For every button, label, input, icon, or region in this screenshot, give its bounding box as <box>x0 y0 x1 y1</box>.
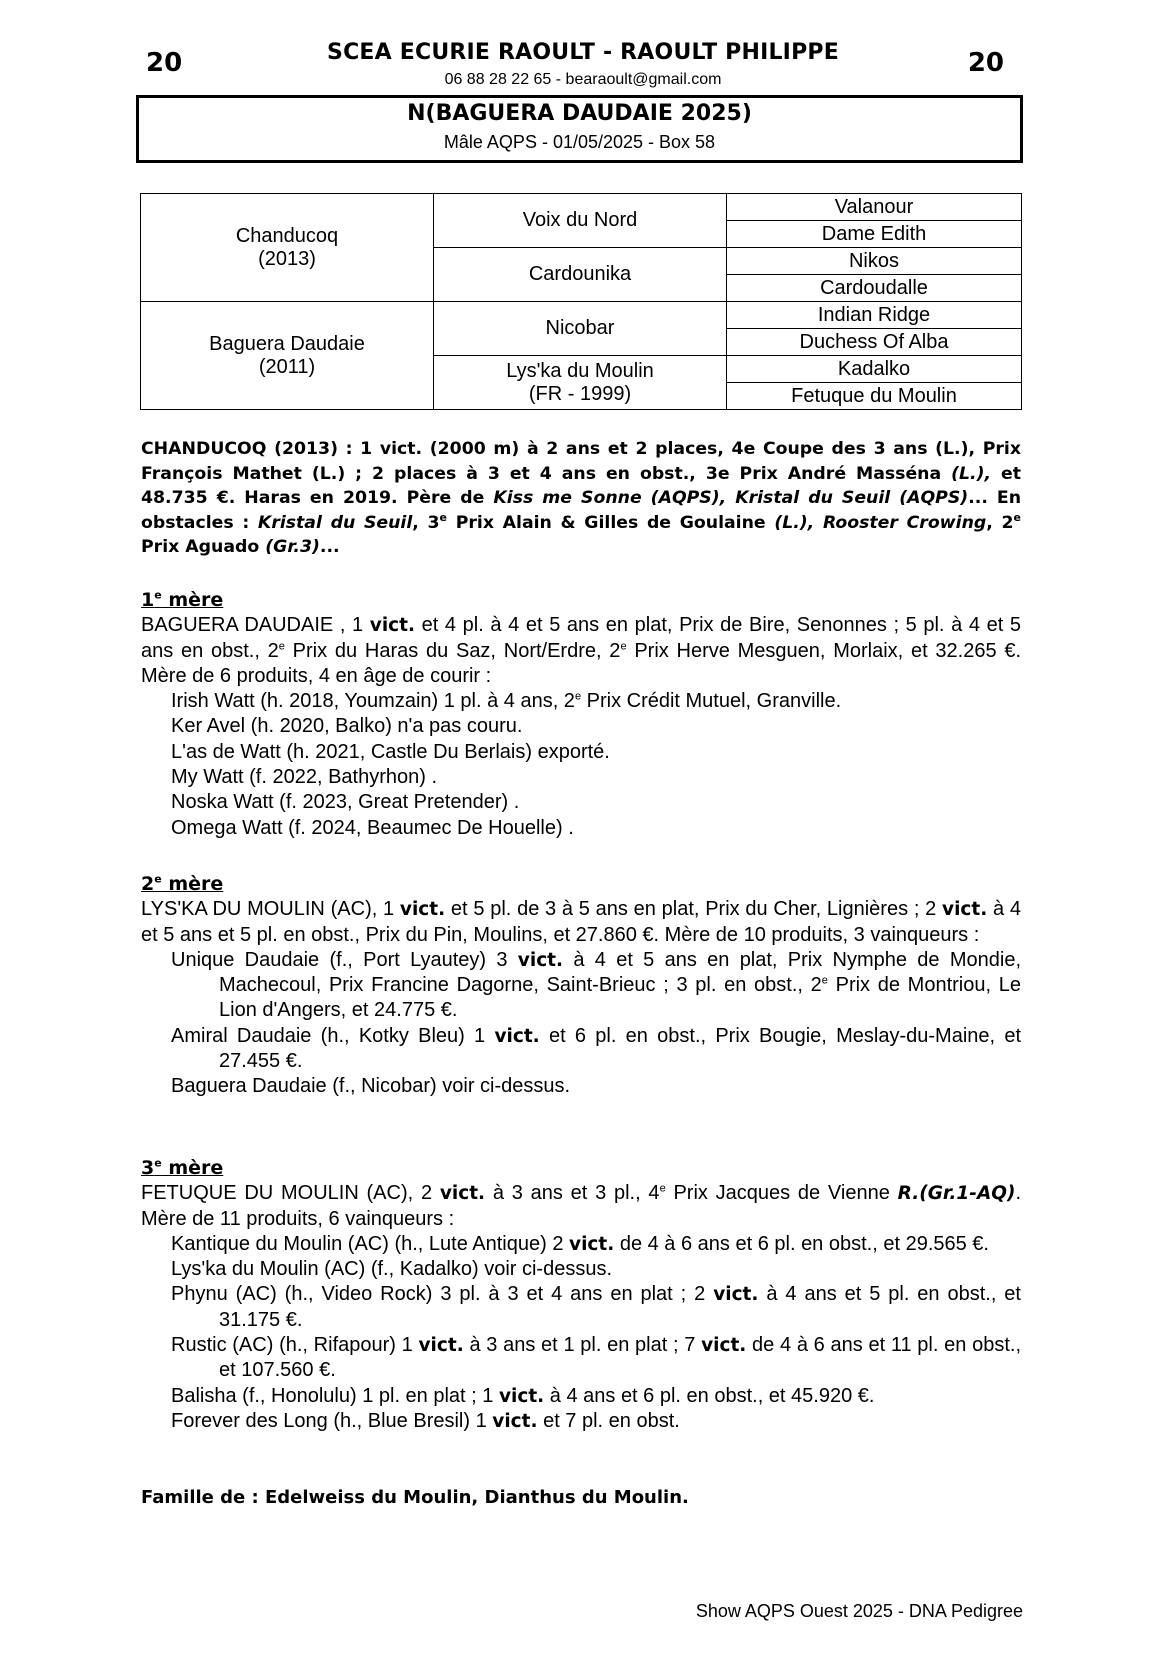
produce-entry <box>171 1384 1021 1409</box>
text-bold: vict. <box>399 899 446 921</box>
text-part: Amiral Daudaie (h., Kotky Bleu) 1 <box>171 1024 495 1047</box>
text-part: à 4 et 5 ans et 5 pl. en obst., Prix du Pin, Moulins, et 27.860 €. Mère de 10 produits, 3 vainqueurs : <box>141 898 1022 946</box>
dam-name: Baguera Daudaie <box>209 332 365 355</box>
produce-entry <box>171 948 1021 1024</box>
produce-entry: Omega Watt (f. 2024, Beaumec De Houelle) . <box>171 816 574 839</box>
text-sup: e <box>278 639 285 652</box>
heading-num: 3 <box>141 1157 155 1179</box>
text-part: et 4 pl. à 4 et 5 ans en plat, Prix de Bire, Senonnes ; 5 pl. à 4 et 5 ans en obst., 2 <box>141 614 1022 662</box>
text-part: Prix Crédit Mutuel, Granville. <box>581 690 842 713</box>
text-part: de 4 à 6 ans et 6 pl. en obst., et 29.565 €. <box>614 1232 989 1255</box>
produce-entry: Lys'ka du Moulin (AC) (f., Kadalko) voir ci-dessus. <box>171 1258 613 1281</box>
sire-description <box>141 437 1021 560</box>
text-sup: e <box>659 1182 666 1195</box>
text-part: et 6 pl. en obst., Prix Bougie, Meslay-du-Maine, et 27.455 €. <box>219 1024 1022 1073</box>
pedigree-dam-sire: Nicobar <box>434 302 727 356</box>
heading-label: mère <box>161 873 224 895</box>
first-dam-heading <box>141 588 1021 613</box>
text-part: Irish Watt (h. 2018, Youmzain) 1 pl. à 4 ans, 2 <box>171 690 575 713</box>
pedigree-gen3-cell: Fetuque du Moulin <box>727 383 1022 410</box>
sire-text-italic: (L.), <box>951 463 992 484</box>
dam-year: (2011) <box>258 355 316 378</box>
sire-text-part: ... En obstacles : <box>141 488 1022 533</box>
text-part: Kantique du Moulin (AC) (h., Lute Antique) 2 <box>171 1232 570 1255</box>
sire-text-part: CHANDUCOQ (2013) : 1 vict. (2000 m) à 2 ans et 2 places, 4e Coupe des 3 ans (L.), Prix François Mathet (L.) ; 2 places à 3 et 4 ans en obst., 3e Prix André Masséna <box>141 439 1021 484</box>
sire-name: Chanducoq <box>235 224 339 247</box>
family-line: Famille de : Edelweiss du Moulin, Dianthus du Moulin. <box>141 1487 689 1508</box>
text-bold: vict. <box>492 1410 538 1432</box>
pedigree-gen3-cell: Indian Ridge <box>727 302 1022 329</box>
produce-entry <box>171 1282 1021 1333</box>
text-part: LYS'KA DU MOULIN (AC), 1 <box>141 898 400 921</box>
text-part: Prix de Montriou, Le Lion d'Angers, et 24.775 €. <box>219 974 1021 1022</box>
produce-entry <box>171 689 1021 714</box>
text-sup: e <box>574 690 582 703</box>
text-part: BAGUERA DAUDAIE , 1 <box>141 614 370 637</box>
sire-text-part: Prix Alain & Gilles de Goulaine <box>447 512 775 533</box>
text-bold-italic: R.(Gr.1-AQ) <box>897 1183 1016 1205</box>
text-part: Balisha (f., Honolulu) 1 pl. en plat ; 1 <box>171 1384 499 1407</box>
horse-name: N(BAGUERA DAUDAIE 2025) <box>407 101 752 126</box>
sire-text-sup: e <box>439 510 448 524</box>
pedigree-sire <box>141 194 434 302</box>
third-dam-section <box>141 1156 1021 1434</box>
text-part: de 4 à 6 ans et 11 pl. en obst., et 107.560 €. <box>219 1334 1021 1382</box>
sire-text-part: Prix Aguado <box>141 537 266 557</box>
text-bold: vict. <box>569 1233 615 1255</box>
text-part: . Mère de 11 produits, 6 vainqueurs : <box>141 1182 1022 1230</box>
sire-text-italic: (Gr.3) <box>265 537 320 557</box>
pedigree-dam-dam <box>434 356 727 410</box>
page-footer: Show AQPS Ouest 2025 - DNA Pedigree <box>695 1601 1023 1621</box>
pedigree-gen3-cell: Dame Edith <box>727 221 1022 248</box>
pedigree-gen3-cell: Duchess Of Alba <box>727 329 1022 356</box>
text-part: à 4 ans et 5 pl. en obst., et 31.175 €. <box>219 1283 1021 1331</box>
heading-sup: e <box>154 588 162 602</box>
pedigree-gen3-cell: Kadalko <box>727 356 1022 383</box>
text-bold: vict. <box>713 1284 759 1306</box>
text-part: et 7 pl. en obst. <box>537 1409 680 1432</box>
heading-num: 2 <box>141 873 155 895</box>
text-part: Prix du Haras du Saz, Nort/Erdre, 2 <box>284 639 621 662</box>
text-bold: vict. <box>498 1385 545 1407</box>
produce-entry: L'as de Watt (h. 2021, Castle Du Berlais) exporté. <box>171 740 610 763</box>
sire-text-italic: Kristal du Seuil <box>257 512 413 533</box>
lot-number-right: 20 <box>967 48 1004 78</box>
dam-dam-name: Lys'ka du Moulin <box>506 359 654 382</box>
third-dam-heading <box>141 1156 1021 1181</box>
second-dam-section <box>141 872 1021 1100</box>
produce-entry <box>171 1409 1021 1434</box>
owner-name: SCEA ECURIE RAOULT - RAOULT PHILIPPE <box>327 40 839 65</box>
produce-entry <box>171 1232 1021 1257</box>
sire-text-part: , 3 <box>412 512 440 533</box>
text-bold: vict. <box>418 1335 464 1357</box>
text-part: à 4 et 5 ans en plat, Prix Nymphe de Mondie, Machecoul, Prix Francine Dagorne, Saint-Brieuc ; 3 pl. en obst., 2 <box>219 948 1022 997</box>
horse-info: Mâle AQPS - 01/05/2025 - Box 58 <box>443 132 716 152</box>
produce-entry <box>171 1024 1021 1075</box>
text-part: Forever des Long (h., Blue Bresil) 1 <box>171 1409 493 1432</box>
pedigree-sire-sire: Voix du Nord <box>434 194 727 248</box>
produce-entry: Ker Avel (h. 2020, Balko) n'a pas couru. <box>171 715 523 738</box>
heading-num: 1 <box>141 589 155 611</box>
pedigree-gen3-cell: Valanour <box>727 194 1022 221</box>
horse-title-box <box>136 95 1023 163</box>
sire-year: (2013) <box>258 247 316 270</box>
sire-text-sup: e <box>1013 510 1021 524</box>
produce-entry: Baguera Daudaie (f., Nicobar) voir ci-dessus. <box>171 1075 571 1098</box>
text-bold: vict. <box>942 899 988 921</box>
text-part: à 4 ans et 6 pl. en obst., et 45.920 €. <box>544 1384 875 1407</box>
heading-sup: e <box>154 1156 162 1170</box>
heading-label: mère <box>161 589 224 611</box>
dam-dam-year: (FR - 1999) <box>528 382 632 405</box>
text-sup: e <box>620 639 627 652</box>
pedigree-gen3-cell: Nikos <box>727 248 1022 275</box>
sire-text-part: ... <box>319 537 340 557</box>
text-part: à 3 ans et 3 pl., 4 <box>485 1182 660 1205</box>
text-bold: vict. <box>439 1183 486 1205</box>
text-sup: e <box>821 974 828 987</box>
text-bold: vict. <box>517 949 564 971</box>
pedigree-sire-dam: Cardounika <box>434 248 727 302</box>
text-part: et 5 pl. de 3 à 5 ans en plat, Prix du Cher, Lignières ; 2 <box>445 898 943 921</box>
heading-label: mère <box>161 1157 224 1179</box>
lot-number-left: 20 <box>146 48 183 78</box>
owner-contact: 06 88 28 22 65 - bearaoult@gmail.com <box>444 71 722 88</box>
sire-text-part: et 48.735 €. Haras en 2019. Père de <box>141 463 1021 508</box>
pedigree-table <box>140 193 1022 410</box>
first-dam-description <box>141 613 1021 689</box>
text-bold: vict. <box>701 1335 747 1357</box>
text-bold: vict. <box>369 615 416 637</box>
text-part: Prix Herve Mesguen, Morlaix, et 32.265 €. Mère de 6 produits, 4 en âge de courir : <box>141 639 1022 687</box>
third-dam-description <box>141 1181 1021 1232</box>
second-dam-description <box>141 897 1021 948</box>
sire-text-italic: (L.), Rooster Crowing <box>774 512 987 533</box>
text-part: à 3 ans et 1 pl. en plat ; 7 <box>463 1334 702 1357</box>
sire-text-italic: Kiss me Sonne (AQPS), Kristal du Seuil (AQPS) <box>493 488 969 508</box>
second-dam-heading <box>141 872 1021 897</box>
text-part: Rustic (AC) (h., Rifapour) 1 <box>171 1334 419 1357</box>
heading-sup: e <box>154 872 162 886</box>
sire-text-part: , 2 <box>986 512 1014 533</box>
first-dam-section <box>141 588 1021 841</box>
text-part: Prix Jacques de Vienne <box>665 1182 898 1205</box>
text-bold: vict. <box>494 1025 540 1047</box>
pedigree-dam <box>141 302 434 410</box>
produce-entry <box>171 1333 1021 1384</box>
text-part: FETUQUE DU MOULIN (AC), 2 <box>141 1182 440 1205</box>
text-part: Phynu (AC) (h., Video Rock) 3 pl. à 3 et 4 ans en plat ; 2 <box>171 1283 714 1306</box>
produce-entry: My Watt (f. 2022, Bathyrhon) . <box>171 766 438 789</box>
text-part: Unique Daudaie (f., Port Lyautey) 3 <box>171 948 518 971</box>
pedigree-gen3-cell: Cardoudalle <box>727 275 1022 302</box>
produce-entry: Noska Watt (f. 2023, Great Pretender) . <box>171 791 520 814</box>
